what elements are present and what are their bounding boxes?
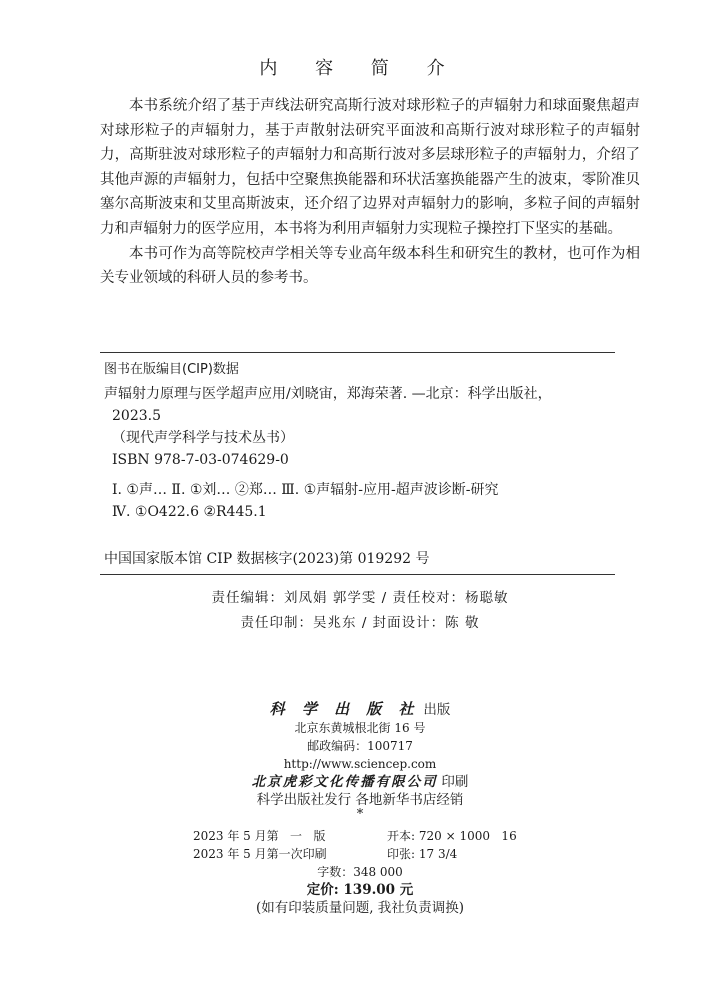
- divider-top: [100, 352, 615, 353]
- distribution-line: 科学出版社发行 各地新华书店经销: [256, 792, 464, 808]
- word-count: 字数：348 000: [317, 865, 403, 879]
- printer-name: 北京虎彩文化传播有限公司: [251, 774, 438, 790]
- edition: 2023 年 5 月第 一 版: [193, 829, 326, 843]
- publisher-logo: 科 学 出 版 社: [269, 700, 420, 718]
- printing-row: [0, 845, 720, 863]
- publication-info: [0, 700, 720, 917]
- staff-production: 责任印制：吴兆东 / 封面设计：陈 敬: [240, 615, 480, 631]
- publisher-suffix: 出版: [423, 702, 451, 718]
- publisher-address: 北京东黄城根北街 16 号: [294, 721, 426, 735]
- printer-suffix: 印刷: [441, 774, 469, 790]
- publisher-website: http://www.sciencep.com: [283, 757, 437, 771]
- cip-record: [104, 383, 624, 523]
- staff-editors: 责任编辑：刘凤娟 郭学雯 / 责任校对：杨聪敏: [211, 590, 509, 606]
- intro-paragraph-2: 本书可作为高等院校声学相关等专业高年级本科生和研究生的教材，也可作为相关专业领域的科研人员的参考书。: [100, 245, 640, 287]
- quality-notice: (如有印装质量问题, 我社负责调换): [255, 900, 465, 916]
- cip-classification-1: Ⅰ. ①声… Ⅱ. ①刘… ②郑… Ⅲ. ①声辐射-应用-超声波诊断-研究: [112, 482, 499, 498]
- publisher-postcode: 邮政编码：100717: [307, 739, 413, 753]
- intro-paragraph-1: 本书系统介绍了基于声线法研究高斯行波对球形粒子的声辐射力和球面聚焦超声对球形粒子的声辐射力，基于声散射法研究平面波和高斯行波对球形粒子的声辐射力，高斯驻波对球形粒子的声辐射力和高斯行波对多层球形粒子的声辐射力，介绍了其他声源的声辐射力，包括中空聚焦换能器和环状活塞换能器产生的波束，零阶准贝塞尔高斯波束和艾里高斯波束，还介绍了边界对声辐射力的影响，多粒子间的声辐射力和声辐射力的医学应用，本书将为利用声辐射力实现粒子操控打下坚实的基础。: [100, 98, 640, 237]
- price: 定价: 139.00 元: [306, 882, 414, 898]
- printer-line: [0, 773, 720, 791]
- format: 开本: 720 × 1000 16: [387, 829, 517, 843]
- cip-number: 中国国家版本馆 CIP 数据核字(2023)第 019292 号: [104, 551, 430, 567]
- edition-row: [0, 827, 720, 845]
- divider-bottom: [100, 574, 615, 575]
- printing: 2023 年 5 月第一次印刷: [193, 847, 327, 861]
- cip-classification-2: Ⅳ. ①O422.6 ②R445.1: [112, 504, 267, 520]
- separator-star: *: [356, 807, 364, 822]
- publisher-line: [0, 700, 720, 719]
- section-title: 内 容 简 介: [259, 58, 461, 79]
- cip-isbn: ISBN 978-7-03-074629-0: [112, 452, 289, 468]
- sheets: 印张: 17 3/4: [387, 847, 458, 861]
- cip-record-line-2: 2023.5: [112, 408, 161, 424]
- book-introduction: [100, 94, 640, 291]
- cip-heading: 图书在版编目(CIP)数据: [104, 362, 239, 377]
- cip-series: （现代声学科学与技术丛书）: [112, 430, 294, 446]
- cip-record-line-1: 声辐射力原理与医学超声应用/刘晓宙，郑海荣著. —北京：科学出版社，: [104, 386, 552, 402]
